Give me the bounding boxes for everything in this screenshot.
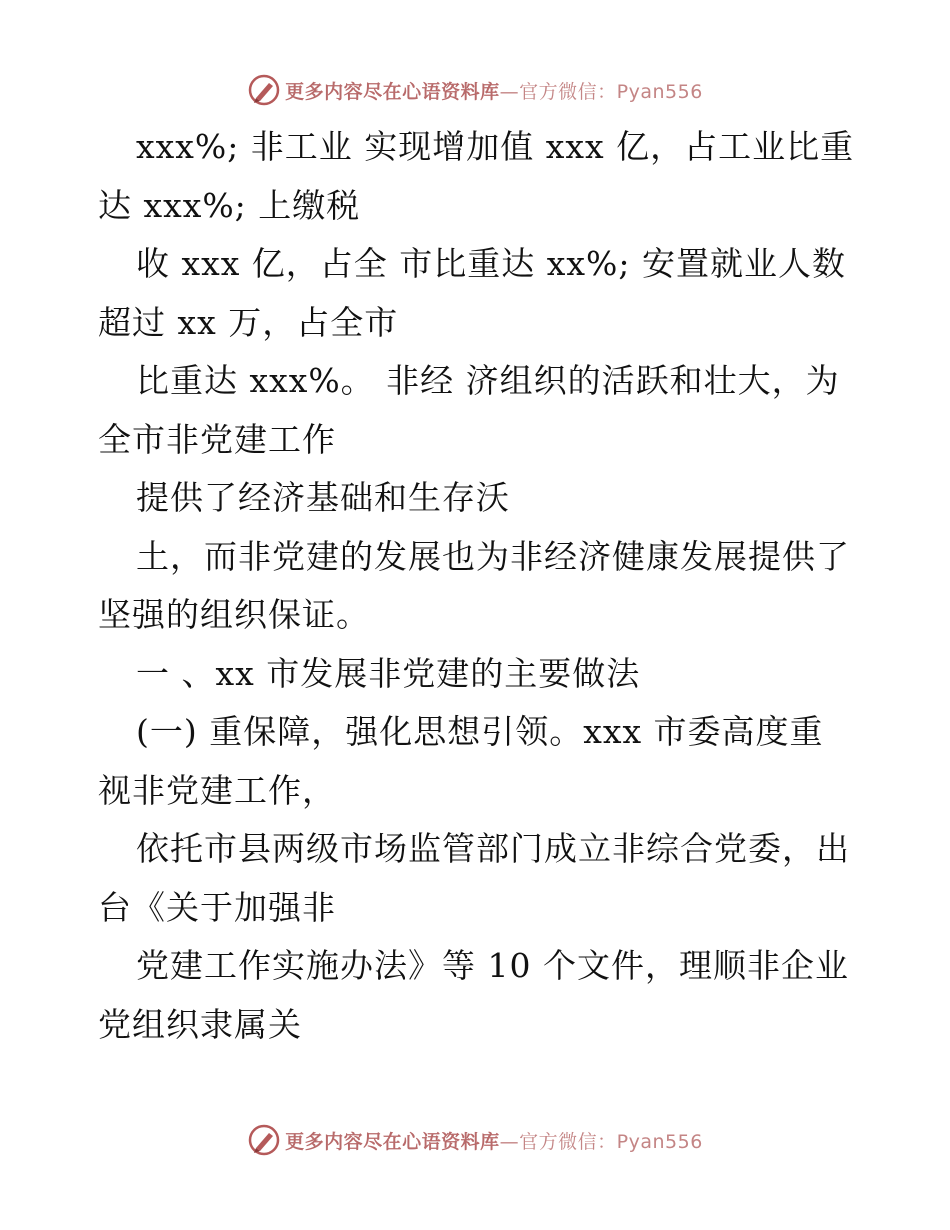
body-line: xxx%; 非工业 实现增加值 xxx 亿，占工业比重 xyxy=(136,127,855,166)
footer-banner xyxy=(0,1120,950,1160)
footer-banner-title: 更多内容尽在心语资料库 xyxy=(285,1130,500,1153)
body-line: 视非党建工作， xyxy=(98,770,336,810)
pen-logo-icon xyxy=(247,73,281,107)
body-line: (一) 重保障，强化思想引领。xxx 市委高度重 xyxy=(136,712,824,751)
header-banner-title: 更多内容尽在心语资料库 xyxy=(285,80,500,103)
header-banner-wechat: —官方微信：Pyan556 xyxy=(499,80,703,103)
body-line: 全市非党建工作 xyxy=(98,419,336,459)
body-line: 收 xxx 亿，占全 市比重达 xx%; 安置就业人数 xyxy=(136,244,846,283)
body-line: 坚强的组织保证。 xyxy=(98,595,370,634)
document-body xyxy=(98,118,858,1054)
header-banner xyxy=(0,70,950,110)
body-line: 土，而非党建的发展也为非经济健康发展提供了 xyxy=(136,536,850,576)
body-line: 达 xxx%; 上缴税 xyxy=(98,185,361,225)
body-line: 提供了经济基础和生存沃 xyxy=(136,478,510,517)
body-line: 党组织隶属关 xyxy=(98,1004,302,1044)
body-line: 超过 xx 万，占全市 xyxy=(98,302,399,342)
body-line: 依托市县两级市场监管部门成立非综合党委，出 xyxy=(136,829,850,868)
footer-banner-wechat: —官方微信：Pyan556 xyxy=(499,1130,703,1153)
pen-logo-icon xyxy=(247,1123,281,1157)
section-heading: 一 、xx 市发展非党建的主要做法 xyxy=(136,653,641,693)
body-line: 党建工作实施办法》等 10 个文件，理顺非企业 xyxy=(136,946,849,985)
body-line: 台《关于加强非 xyxy=(98,887,336,927)
body-line: 比重达 xxx%。 非经 济组织的活跃和壮大，为 xyxy=(136,361,840,400)
